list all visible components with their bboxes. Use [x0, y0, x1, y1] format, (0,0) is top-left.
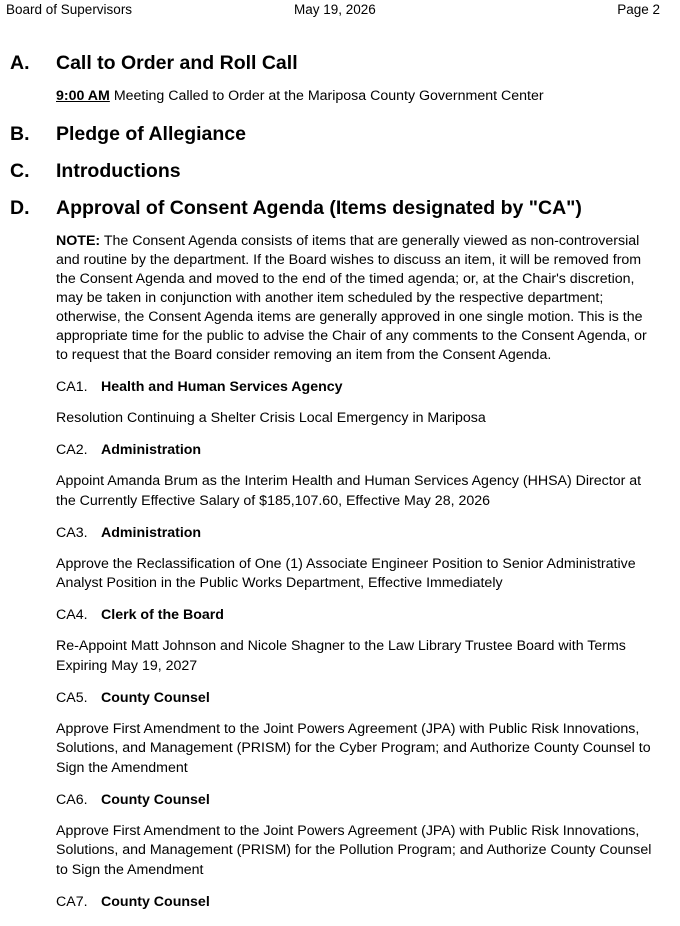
item-number: CA7. — [56, 893, 88, 910]
section-title: Introductions — [56, 160, 181, 182]
item-number: CA6. — [56, 791, 88, 808]
consent-item — [0, 378, 680, 428]
section-title: Pledge of Allegiance — [56, 123, 246, 145]
item-description: Approve the Reclassification of One (1) Associate Engineer Position to Senior Administrative Analyst Position in the Public Works Department, Effective Immediately — [56, 555, 636, 592]
consent-item-header — [56, 791, 680, 811]
item-description: Re-Appoint Matt Johnson and Nicole Shagner to the Law Library Trustee Board with Terms Expiring May 19, 2027 — [56, 638, 626, 674]
meeting-time: 9:00 AM — [56, 88, 110, 104]
item-department: County Counsel — [101, 690, 210, 707]
item-description: Approve First Amendment to the Joint Powers Agreement (JPA) with Public Risk Innovations, Solutions, and Management (PRISM) for the Cyber Program; and Authorize County Counsel to Sign the Amendment — [56, 721, 651, 776]
item-number: CA3. — [56, 524, 88, 541]
call-to-order-line — [56, 87, 662, 106]
consent-item — [0, 689, 680, 778]
section-c-heading — [0, 158, 680, 186]
consent-item-header — [56, 441, 680, 461]
item-number: CA2. — [56, 442, 88, 459]
section-letter: C. — [10, 160, 30, 182]
consent-agenda-note — [56, 232, 662, 365]
consent-item — [0, 441, 680, 511]
item-number: CA4. — [56, 607, 88, 624]
consent-item — [0, 893, 680, 913]
item-department: County Counsel — [101, 791, 210, 808]
call-to-order-text: Meeting Called to Order at the Mariposa County Government Center — [109, 88, 544, 104]
consent-item-header — [56, 893, 680, 913]
consent-item-header — [56, 689, 680, 709]
note-text: The Consent Agenda consists of items that are generally viewed as non-controversial and routine by the department. If the Board wishes to discuss an item, it will be removed from the Consent Agenda and moved to the end of the timed agenda; or, at the Chair's discretion, may be taken in conjunction with another item scheduled by the respective department; otherwise, the Consent Agenda items are generally approved in one single motion. This is the appropriate time for the public to advise the Chair of any comments to the Consent Agenda, or to request that the Board consider removing an item from the Consent Agenda. — [56, 233, 647, 363]
consent-item-header — [56, 524, 680, 544]
section-letter: A. — [10, 52, 30, 74]
item-number: CA1. — [56, 379, 88, 395]
section-b-heading — [0, 121, 680, 149]
consent-item — [0, 524, 680, 594]
section-title: Call to Order and Roll Call — [56, 52, 298, 74]
item-number: CA5. — [56, 690, 88, 707]
agenda-content — [0, 50, 680, 926]
section-letter: D. — [10, 197, 30, 219]
item-department: Administration — [101, 442, 202, 459]
item-department: Clerk of the Board — [101, 607, 224, 624]
section-a-heading — [0, 50, 680, 78]
item-department: County Counsel — [101, 893, 210, 910]
item-description: Approve First Amendment to the Joint Powers Agreement (JPA) with Public Risk Innovations, Solutions, and Management (PRISM) for the Pollution Program; and Authorize County Counsel to Sign the Amendment — [56, 822, 652, 878]
section-title: Approval of Consent Agenda (Items designated by "CA") — [56, 197, 582, 219]
header-date: May 19, 2026 — [294, 2, 376, 17]
consent-item-header — [56, 606, 680, 626]
item-department: Administration — [101, 524, 202, 541]
header-page-number: Page 2 — [617, 2, 660, 17]
header-board-name: Board of Supervisors — [6, 2, 133, 17]
page-header — [0, 0, 680, 20]
consent-item — [0, 606, 680, 676]
item-department: Health and Human Services Agency — [101, 379, 343, 395]
consent-item — [0, 791, 680, 880]
item-description: Appoint Amanda Brum as the Interim Health and Human Services Agency (HHSA) Director at the Currently Effective Salary of $185,107.60, Effective May 28, 2026 — [56, 473, 642, 509]
item-description: Resolution Continuing a Shelter Crisis Local Emergency in Mariposa — [56, 410, 486, 426]
consent-item-header — [56, 378, 680, 398]
section-d-heading — [0, 195, 680, 223]
note-label: NOTE: — [56, 233, 101, 249]
section-letter: B. — [10, 123, 30, 145]
